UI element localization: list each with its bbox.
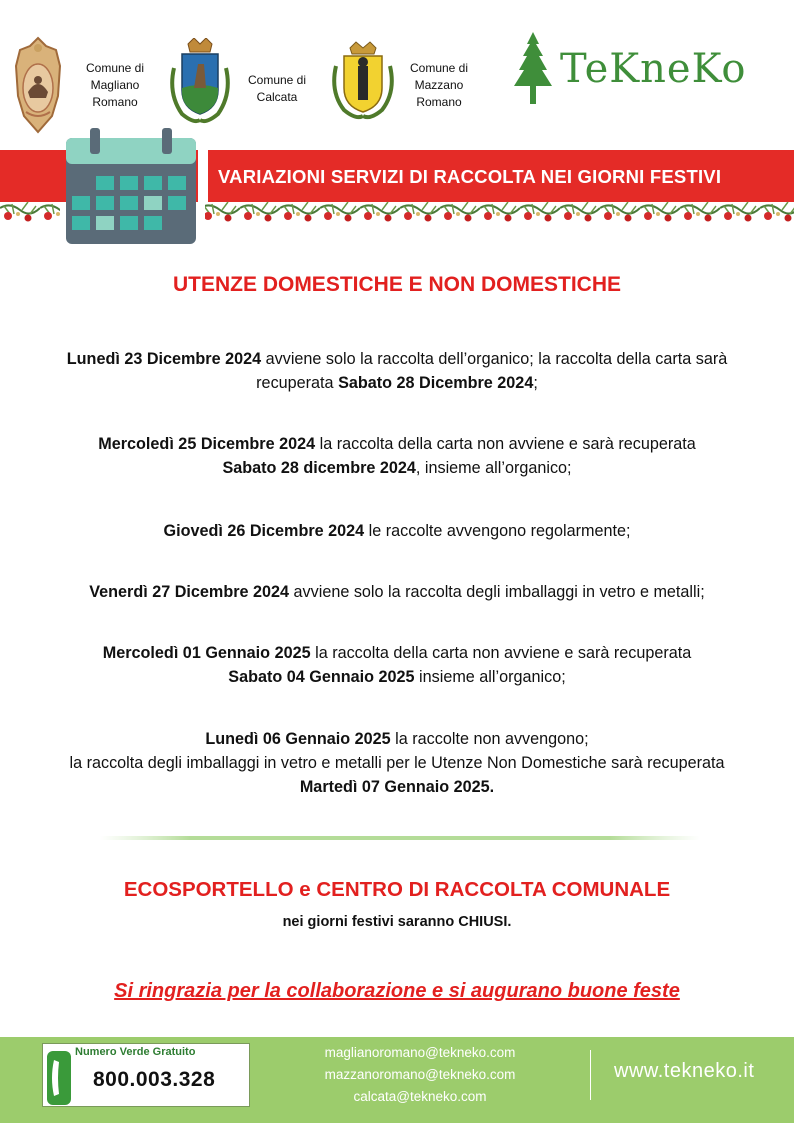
numero-verde-label: Numero Verde Gratuito: [75, 1046, 196, 1058]
item-date: Lunedì 06 Gennaio 2025: [205, 730, 391, 748]
item-text: recuperata: [256, 374, 339, 392]
item-date: Sabato 28 Dicembre 2024: [338, 374, 534, 392]
comune-label-magliano: [78, 60, 152, 111]
email-link[interactable]: mazzanoromano@tekneko.com: [324, 1067, 516, 1082]
item-text: avviene solo la raccolta dell’organico; la raccolta della carta sarà: [261, 350, 728, 368]
comune-line: Comune di: [409, 61, 469, 75]
item-text: avviene solo la raccolta degli imballaggi in vetro e metalli;: [289, 583, 705, 601]
email-link[interactable]: maglianoromano@tekneko.com: [324, 1045, 516, 1060]
comune-line: Comune di: [247, 73, 307, 87]
calendar-icon: [64, 126, 198, 246]
item-text: la raccolta degli imballaggi in vetro e metalli per le Utenze Non Domestiche sarà recuperata: [69, 754, 725, 772]
email-list: [300, 1042, 540, 1108]
calcata-crest-icon: [164, 38, 236, 126]
item-date: Giovedì 26 Dicembre 2024: [163, 522, 365, 540]
item-text: la raccolte non avvengono;: [390, 730, 589, 748]
item-date: Lunedì 23 Dicembre 2024: [66, 350, 262, 368]
comune-line: Calcata: [256, 90, 298, 104]
comune-line: Romano: [92, 95, 138, 109]
item-date: Mercoledì 25 Dicembre 2024: [98, 435, 316, 453]
banner-title: VARIAZIONI SERVIZI DI RACCOLTA NEI GIORNI FESTIVI: [218, 166, 722, 187]
schedule-item-4: [0, 580, 794, 604]
item-text: insieme all’organico;: [414, 668, 566, 686]
mazzano-crest-icon: [328, 40, 398, 120]
numero-verde-number[interactable]: 800.003.328: [93, 1068, 216, 1091]
item-text: le raccolte avvengono regolarmente;: [364, 522, 631, 540]
ecosportello-note: nei giorni festivi saranno CHIUSI.: [282, 914, 512, 930]
tekneko-logo: [512, 32, 746, 106]
item-date: Sabato 04 Gennaio 2025: [228, 668, 415, 686]
website-link[interactable]: www.tekneko.it: [614, 1060, 755, 1082]
schedule-item-1: [0, 347, 794, 395]
banner-separator: [198, 150, 208, 202]
schedule-item-2: [0, 432, 794, 480]
item-text: ;: [533, 374, 538, 392]
item-date: Sabato 28 dicembre 2024: [222, 459, 416, 477]
comune-label-calcata: [242, 72, 312, 106]
phone-icon: [46, 1050, 72, 1106]
section-title: UTENZE DOMESTICHE E NON DOMESTICHE: [172, 273, 622, 296]
comune-line: Magliano: [90, 78, 140, 92]
schedule-item-5: [0, 641, 794, 689]
item-text: , insieme all’organico;: [415, 459, 572, 477]
comune-label-mazzano: [402, 60, 476, 111]
item-date: Venerdì 27 Dicembre 2024: [89, 583, 290, 601]
email-link[interactable]: calcata@tekneko.com: [353, 1089, 487, 1104]
ecosportello-title: ECOSPORTELLO e CENTRO DI RACCOLTA COMUNALE: [123, 878, 671, 901]
magliano-crest-icon: [12, 36, 64, 134]
item-date: Mercoledì 01 Gennaio 2025: [102, 644, 311, 662]
comune-line: Romano: [416, 95, 462, 109]
pine-tree-icon: [512, 32, 554, 106]
item-date: Martedì 07 Gennaio 2025.: [299, 778, 495, 796]
comune-line: Comune di: [85, 61, 145, 75]
divider: [100, 836, 700, 840]
numero-verde-box: [42, 1043, 250, 1107]
schedule-item-3: [0, 519, 794, 543]
item-text: la raccolta della carta non avviene e sarà recuperata: [315, 435, 696, 453]
footer-separator: [590, 1050, 591, 1100]
comune-line: Mazzano: [414, 78, 464, 92]
thanks-message: Si ringrazia per la collaborazione e si augurano buone feste: [114, 980, 680, 1002]
item-text: la raccolta della carta non avviene e sarà recuperata: [310, 644, 692, 662]
logo-text: TeKneKo: [560, 46, 747, 92]
schedule-item-6: [0, 727, 794, 799]
